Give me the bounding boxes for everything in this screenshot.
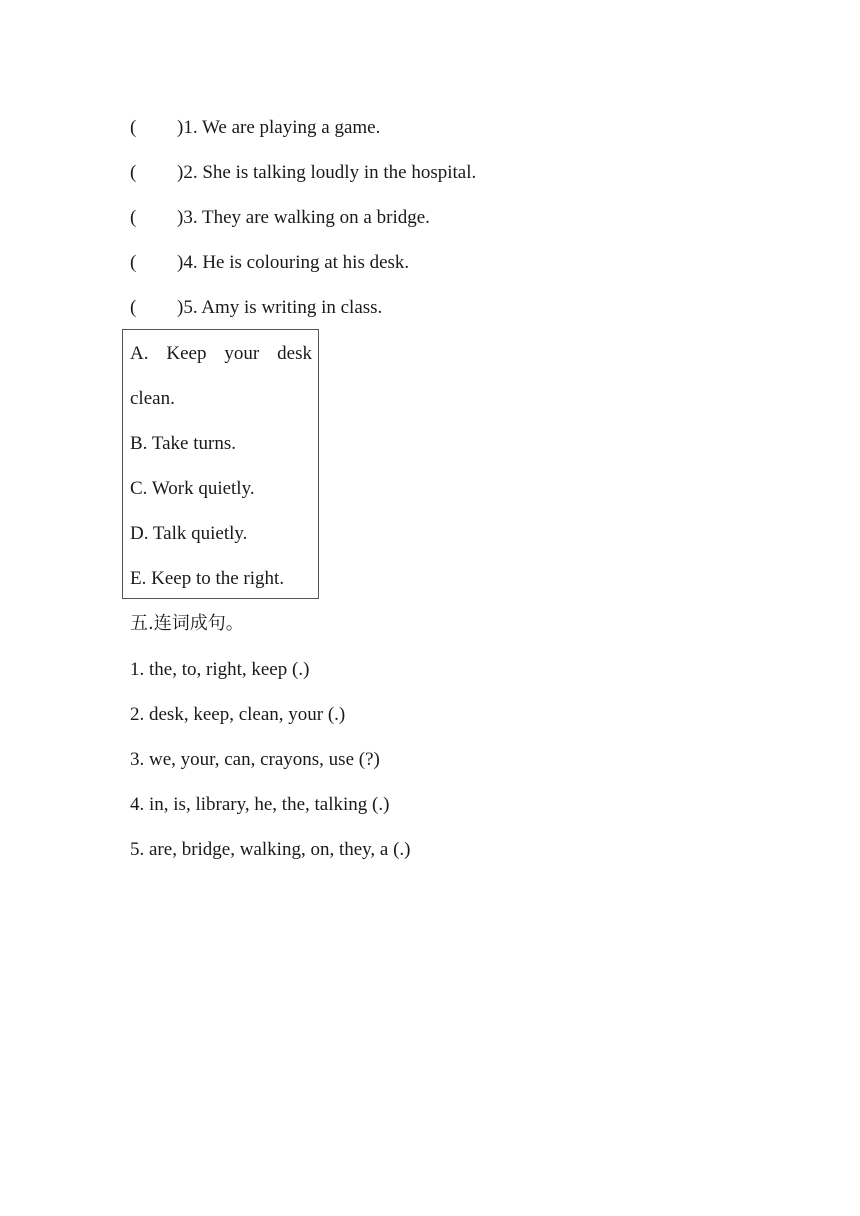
option-b: B. Take turns. [130, 433, 236, 454]
option-c: C. Work quietly. [130, 478, 255, 499]
matching-item-text: )4. He is colouring at his desk. [177, 252, 410, 273]
option-e: E. Keep to the right. [130, 568, 285, 589]
matching-item-text: )1. We are playing a game. [177, 117, 381, 138]
section-heading: 五.连词成句。 [130, 613, 244, 634]
matching-item-text: )3. They are walking on a bridge. [177, 207, 430, 228]
option-a [130, 342, 312, 366]
matching-item-text: )2. She is talking loudly in the hospital. [177, 162, 477, 183]
matching-item-2 [130, 161, 476, 185]
option-a-word: your [224, 343, 260, 364]
matching-item-4 [130, 251, 409, 275]
options-box [122, 329, 319, 599]
option-a-word: Keep [166, 343, 207, 364]
option-a-word: A. [130, 343, 149, 364]
sentence-item-2: 2. desk, keep, clean, your (.) [130, 704, 346, 725]
matching-item-1 [130, 116, 380, 140]
answer-blank[interactable]: ( [130, 297, 137, 318]
option-a-word: desk [277, 343, 312, 364]
answer-blank[interactable]: ( [130, 117, 137, 138]
answer-blank[interactable]: ( [130, 162, 137, 183]
answer-blank[interactable]: ( [130, 252, 137, 273]
sentence-item-3: 3. we, your, can, crayons, use (?) [130, 749, 380, 770]
sentence-item-1: 1. the, to, right, keep (.) [130, 659, 310, 680]
matching-item-5 [130, 296, 382, 320]
option-d: D. Talk quietly. [130, 523, 248, 544]
sentence-item-5: 5. are, bridge, walking, on, they, a (.) [130, 839, 411, 860]
option-a-continued: clean. [130, 388, 175, 409]
matching-item-text: )5. Amy is writing in class. [177, 297, 383, 318]
matching-item-3 [130, 206, 430, 230]
sentence-item-4: 4. in, is, library, he, the, talking (.) [130, 794, 390, 815]
answer-blank[interactable]: ( [130, 207, 137, 228]
